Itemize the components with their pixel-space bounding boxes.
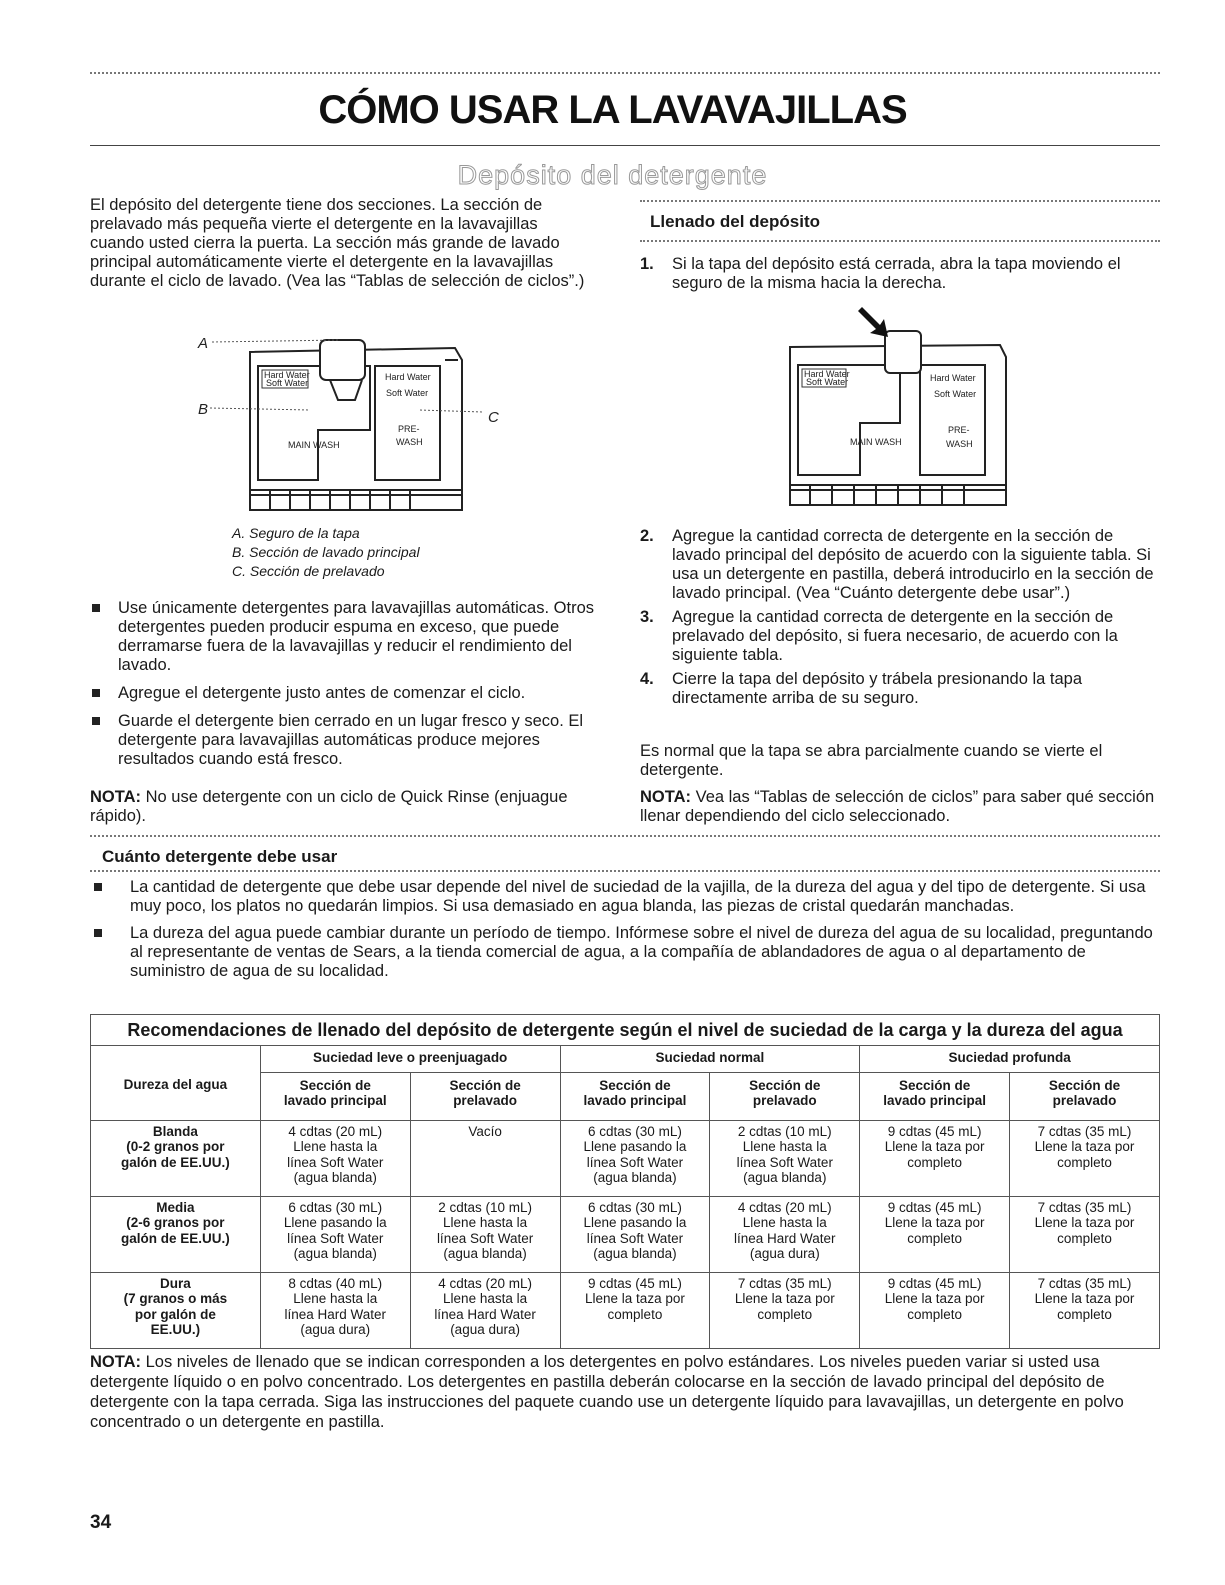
how-much-title: Cuánto detergente debe usar <box>102 847 338 866</box>
table-cell: 2 cdtas (10 mL) Llene hasta la línea Soft Water (agua blanda) <box>410 1196 560 1272</box>
table-cell: 7 cdtas (35 mL) Llene la taza por completo <box>1010 1272 1160 1348</box>
row-header: Blanda (0-2 granos por galón de EE.UU.) <box>91 1120 261 1196</box>
fill-title-rule-bottom <box>640 240 1160 242</box>
note-quick-rinse <box>90 788 610 826</box>
normal-note: Es normal que la tapa se abra parcialmente cuando se vierte el detergente. <box>640 742 1103 779</box>
fill-steps-1 <box>640 255 1160 298</box>
group-header: Suciedad normal <box>560 1046 860 1072</box>
list-item: Use únicamente detergentes para lavavajillas automáticas. Otros detergentes pueden producir espuma en exceso, que puede derramarse fuera de la lavavajillas y reducir el rendimiento del lavado. <box>90 599 610 675</box>
step-number: 2. <box>640 527 654 545</box>
note-label: NOTA: <box>90 788 142 806</box>
fill-steps-2 <box>640 527 1160 713</box>
step-number: 1. <box>640 255 654 273</box>
step-item <box>640 608 1160 665</box>
how-much-rule-bottom <box>90 870 1160 872</box>
how-much-rule-top <box>90 835 1160 837</box>
page-number: 34 <box>90 1512 112 1533</box>
column-header: Sección de lavado principal <box>860 1072 1010 1120</box>
note-cycle-tables <box>640 788 1160 826</box>
note-text: No use detergente con un ciclo de Quick Rinse (enjuague rápido). <box>90 788 568 825</box>
soft-water-label-pre: Soft Water <box>934 389 977 399</box>
wash-label: WASH <box>946 439 973 449</box>
table-cell: 7 cdtas (35 mL) Llene la taza por completo <box>710 1272 860 1348</box>
fill-title-rule-top <box>640 200 1160 202</box>
title-rule <box>90 145 1160 146</box>
soft-water-label: Soft Water <box>266 378 309 388</box>
list-item: Guarde el detergente bien cerrado en un lugar fresco y seco. El detergente para lavavajillas automáticas produce mejores resultados cuando está fresco. <box>90 712 610 769</box>
list-item: La dureza del agua puede cambiar durante un período de tiempo. Infórmese sobre el nivel de dureza del agua de su localidad, preguntando al representante de ventas de Sears, a la tienda comercial de agua, a la compañía de ablandadores de agua o al departamento de suministro de agua de su localidad. <box>90 924 1160 981</box>
pre-label: PRE- <box>398 424 420 434</box>
how-much-bullets <box>90 878 1160 989</box>
table-cell: 9 cdtas (45 mL) Llene la taza por completo <box>560 1272 710 1348</box>
note-fill-levels <box>90 1352 1160 1432</box>
table-cell: 4 cdtas (20 mL) Llene hasta la línea Hard Water (agua dura) <box>710 1196 860 1272</box>
dispenser-figure-open-lid <box>770 305 1030 510</box>
table-cell: 8 cdtas (40 mL) Llene hasta la línea Hard Water (agua dura) <box>260 1272 410 1348</box>
recommendations-table <box>90 1046 1160 1349</box>
top-dotted-rule <box>90 72 1160 74</box>
main-wash-label: MAIN WASH <box>850 437 902 447</box>
callout-b: B <box>198 401 209 418</box>
table-cell: 2 cdtas (10 mL) Llene hasta la línea Soft Water (agua blanda) <box>710 1120 860 1196</box>
pre-label: PRE- <box>948 425 970 435</box>
column-header: Sección de prelavado <box>1010 1072 1160 1120</box>
arrow-icon <box>858 307 888 337</box>
row-header: Dura (7 granos o más por galón de EE.UU.) <box>91 1272 261 1348</box>
column-header: Sección de prelavado <box>410 1072 560 1120</box>
note-label: NOTA: <box>640 788 692 806</box>
note-label: NOTA: <box>90 1353 142 1371</box>
hard-water-label-pre: Hard Water <box>930 373 976 383</box>
list-item: La cantidad de detergente que debe usar depende del nivel de suciedad de la vajilla, de la dureza del agua y del tipo de detergente. Si usa muy poco, los platos no quedarán limpios. Si usa demasiado en agua blanda, las piezas de cristal quedarán manchadas. <box>90 878 1160 916</box>
step-text: Agregue la cantidad correcta de detergente en la sección de prelavado del depósito, si fuera necesario, de acuerdo con la siguiente tabla. <box>672 608 1118 664</box>
fill-section-title: Llenado del depósito <box>650 212 821 231</box>
caption-a: A. Seguro de la tapa <box>232 525 360 541</box>
caption-b: B. Sección de lavado principal <box>232 544 420 560</box>
table-cell: 4 cdtas (20 mL) Llene hasta la línea Soft Water (agua blanda) <box>260 1120 410 1196</box>
table-row <box>91 1120 1160 1196</box>
caption-c: C. Sección de prelavado <box>232 563 385 579</box>
step-number: 4. <box>640 670 654 688</box>
group-header: Suciedad leve o preenjuagado <box>260 1046 560 1072</box>
dispenser-figure-open-labels <box>190 330 520 515</box>
table-title: Recomendaciones de llenado del depósito de detergente según el nivel de suciedad de la carga y la dureza del agua <box>90 1014 1160 1046</box>
step-item <box>640 255 1160 293</box>
page-title: CÓMO USAR LA LAVAVAJILLAS <box>318 88 907 132</box>
table-cell: 6 cdtas (30 mL) Llene pasando la línea Soft Water (agua blanda) <box>260 1196 410 1272</box>
section-title: Depósito del detergente <box>457 160 768 190</box>
soft-water-label-pre: Soft Water <box>386 388 429 398</box>
row-header: Media (2-6 granos por galón de EE.UU.) <box>91 1196 261 1272</box>
step-number: 3. <box>640 608 654 626</box>
step-text: Si la tapa del depósito está cerrada, abra la tapa moviendo el seguro de la misma hacia la derecha. <box>672 255 1121 292</box>
table-cell: Vacío <box>410 1120 560 1196</box>
main-wash-label: MAIN WASH <box>288 440 340 450</box>
column-header: Sección de prelavado <box>710 1072 860 1120</box>
step-text: Cierre la tapa del depósito y trábela presionando la tapa directamente arriba de su seguro. <box>672 670 1083 707</box>
table-cell: 7 cdtas (35 mL) Llene la taza por completo <box>1010 1120 1160 1196</box>
note-text: Vea las “Tablas de selección de ciclos” para saber qué sección llenar dependiendo del ciclo seleccionado. <box>640 788 1155 825</box>
hard-water-label: Hard Water <box>264 370 310 380</box>
table-cell: 7 cdtas (35 mL) Llene la taza por completo <box>1010 1196 1160 1272</box>
table-row <box>91 1196 1160 1272</box>
hard-water-label-pre: Hard Water <box>385 372 431 382</box>
soft-water-label: Soft Water <box>806 377 849 387</box>
table-row <box>91 1272 1160 1348</box>
intro-paragraph: El depósito del detergente tiene dos secciones. La sección de prelavado más pequeña vierte el detergente en la lavavajillas cuando usted cierra la puerta. La sección más grande de lavado principal automáticamente vierte el detergente en la lavavajillas durante el ciclo de lavado. (Vea las “Tablas de selección de ciclos”.) <box>90 196 585 290</box>
water-hardness-header: Dureza del agua <box>91 1046 261 1120</box>
step-item <box>640 527 1160 603</box>
wash-label: WASH <box>396 437 423 447</box>
table-cell: 6 cdtas (30 mL) Llene pasando la línea Soft Water (agua blanda) <box>560 1120 710 1196</box>
column-header: Sección de lavado principal <box>260 1072 410 1120</box>
group-header: Suciedad profunda <box>860 1046 1160 1072</box>
callout-c: C <box>488 409 499 426</box>
table-cell: 9 cdtas (45 mL) Llene la taza por completo <box>860 1196 1010 1272</box>
table-cell: 9 cdtas (45 mL) Llene la taza por completo <box>860 1120 1010 1196</box>
step-item <box>640 670 1160 708</box>
hard-water-label: Hard Water <box>804 369 850 379</box>
table-cell: 6 cdtas (30 mL) Llene pasando la línea Soft Water (agua blanda) <box>560 1196 710 1272</box>
table-cell: 9 cdtas (45 mL) Llene la taza por completo <box>860 1272 1010 1348</box>
table-cell: 4 cdtas (20 mL) Llene hasta la línea Hard Water (agua dura) <box>410 1272 560 1348</box>
step-text: Agregue la cantidad correcta de detergente en la sección de lavado principal del depósito de acuerdo con la siguiente tabla. Si usa un detergente en pastilla, deberá introducirlo en la sección de lavado principal. (Vea “Cuánto detergente debe usar”.) <box>672 527 1154 602</box>
usage-bullets <box>90 599 610 778</box>
list-item: Agregue el detergente justo antes de comenzar el ciclo. <box>90 684 610 703</box>
column-header: Sección de lavado principal <box>560 1072 710 1120</box>
callout-a: A <box>198 335 209 352</box>
note-text: Los niveles de llenado que se indican corresponden a los detergentes en polvo estándares. Los niveles pueden variar si usted usa detergente líquido o en polvo concentrado. Los detergentes en pastilla deberán colocarse en la sección de lavado principal del depósito de detergente con la tapa cerrada. Siga las instrucciones del paquete cuando use un detergente líquido para lavavajillas, un detergente en polvo concentrado o un detergente en pastilla. <box>90 1353 1124 1431</box>
